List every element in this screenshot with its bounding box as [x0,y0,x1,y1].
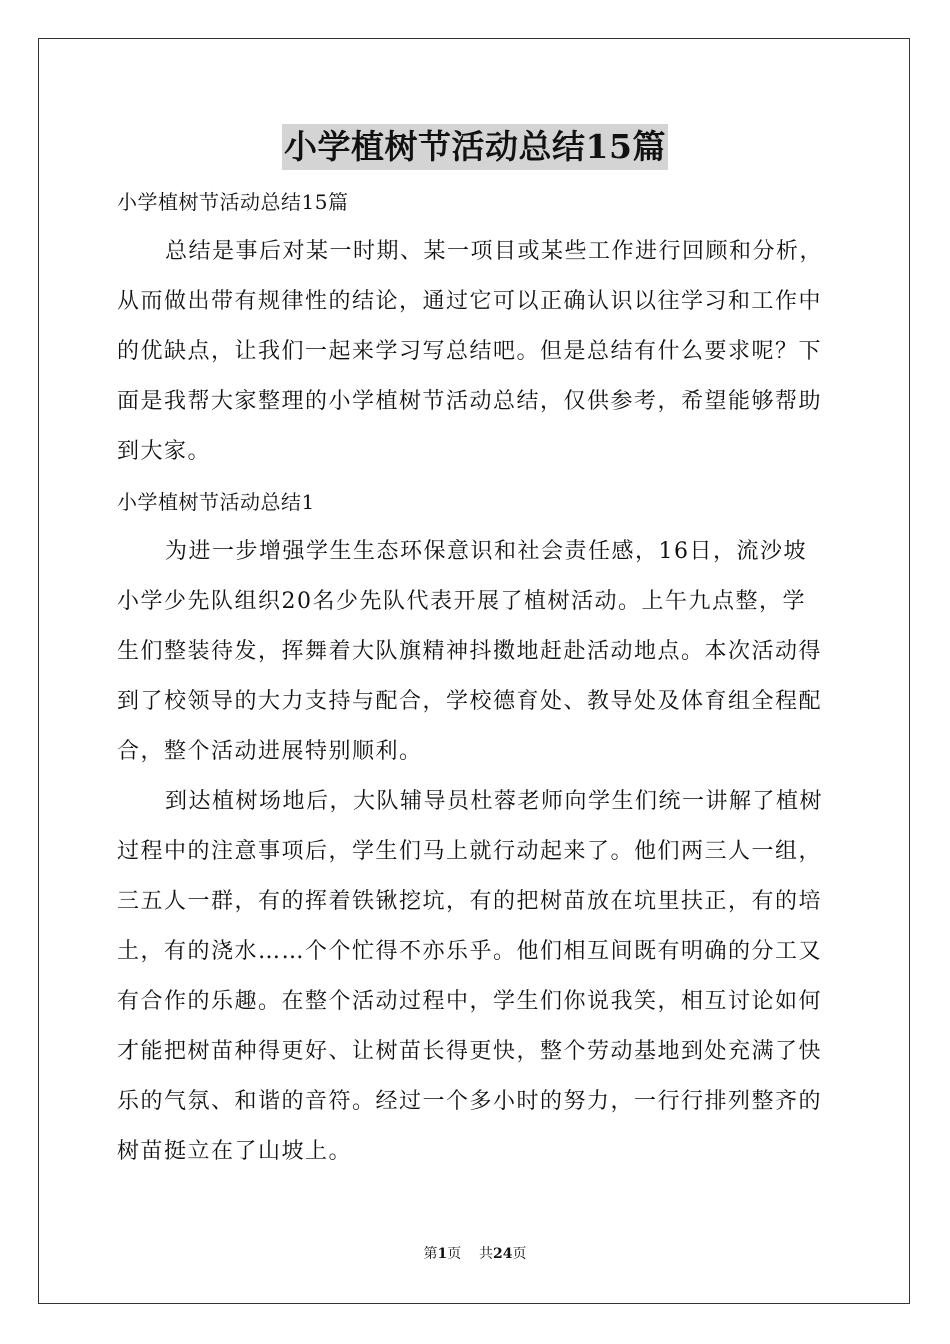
page-suffix: 页 [447,1246,462,1262]
text-line: 为进一步增强学生生态环保意识和社会责任感，16日，流沙坡 [165,539,807,564]
document-body [117,177,833,1177]
text-line: 的优缺点，让我们一起来学习写总结吧。但是总结有什么要求呢？下 [117,339,823,364]
total-pages: 24 [493,1246,513,1262]
text-line: 有合作的乐趣。在整个活动过程中，学生们你说我笑，相互讨论如何 [117,989,823,1014]
text-line: 总结是事后对某一时期、某一项目或某些工作进行回顾和分析， [165,239,824,264]
text-line: 到达植树场地后，大队辅导员杜蓉老师向学生们统一讲解了植树 [165,789,824,814]
text-line: 到了校领导的大力支持与配合，学校德育处、教导处及体育组全程配 [117,689,823,714]
total-prefix: 共 [479,1246,494,1262]
document-title: 小学植树节活动总结15篇 [282,124,668,170]
text-line: 小学植树节活动总结15篇 [117,190,349,214]
page-number: 1 [437,1246,448,1262]
text-line: 到大家。 [117,439,212,464]
text-line: 树苗挺立在了山坡上。 [117,1139,353,1164]
text-line: 过程中的注意事项后，学生们马上就行动起来了。他们两三人一组， [117,839,823,864]
text-line: 生们整装待发，挥舞着大队旗精神抖擞地赶赴活动地点。本次活动得 [117,639,823,664]
text-line: 面是我帮大家整理的小学植树节活动总结，仅供参考，希望能够帮助 [117,389,823,414]
text-line: 小学少先队组织20名少先队代表开展了植树活动。上午九点整，学 [117,589,806,614]
page-prefix: 第 [423,1246,438,1262]
text-line: 合，整个活动进展特别顺利。 [117,739,423,764]
total-suffix: 页 [512,1246,527,1262]
text-line: 小学植树节活动总结1 [117,490,315,514]
text-line: 才能把树苗种得更好、让树苗长得更快，整个劳动基地到处充满了快 [117,1039,823,1064]
text-line: 土，有的浇水……个个忙得不亦乐乎。他们相互间既有明确的分工又 [117,939,823,964]
title-wrap [0,124,950,170]
text-line: 三五人一群，有的挥着铁锹挖坑，有的把树苗放在坑里扶正，有的培 [117,889,823,914]
text-line: 从而做出带有规律性的结论，通过它可以正确认识以往学习和工作中 [117,289,823,314]
text-line: 乐的气氛、和谐的音符。经过一个多小时的努力，一行行排列整齐的 [117,1089,823,1114]
page-footer [0,1244,950,1264]
